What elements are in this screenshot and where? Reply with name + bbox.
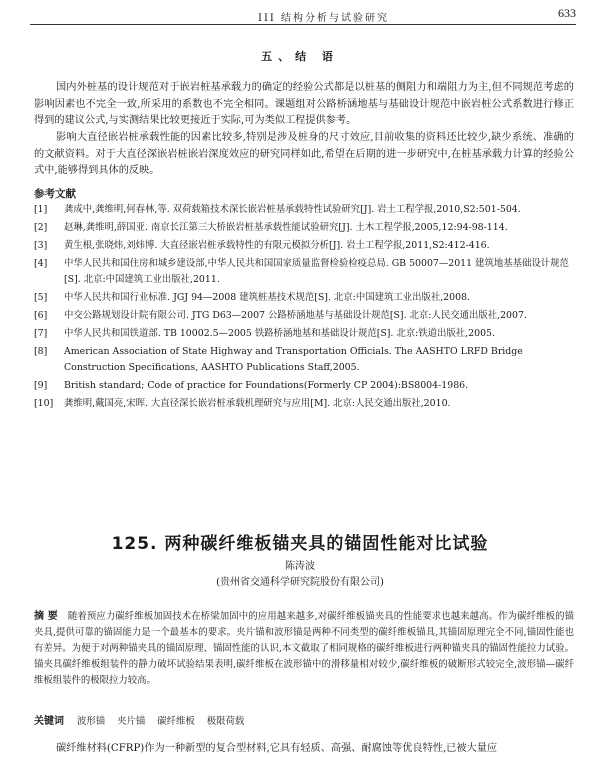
reference-number: [4] xyxy=(34,258,48,270)
reference-item xyxy=(34,238,574,254)
reference-number: [5] xyxy=(34,292,48,304)
running-header xyxy=(30,6,576,25)
reference-text: 中华人民共和国住房和城乡建设部,中华人民共和国国家质量监督检验检疫总局. GB 50007—2011 建筑地基基础设计规范[S]. 北京:中国建筑工业出版社,2011. xyxy=(64,258,569,286)
article-author: 陈涛波 xyxy=(285,561,315,572)
reference-text: 中交公路规划设计院有限公司. JTG D63—2007 公路桥涵地基与基础设计规范[S]. 北京:人民交通出版社,2007. xyxy=(64,310,527,322)
keyword: 极限荷载 xyxy=(206,716,245,727)
article-body-text: 碳纤维材料(CFRP)作为一种新型的复合型材料,它具有轻质、高强、耐腐蚀等优良特性,已被大量应 xyxy=(56,743,498,755)
running-header-section: III 结构分析与试验研究 xyxy=(258,13,390,24)
reference-number: [1] xyxy=(34,204,48,215)
reference-number: [9] xyxy=(34,380,48,392)
reference-number: [3] xyxy=(34,240,48,252)
reference-text: 赵琳,龚维明,薛国亚. 南京长江第三大桥嵌岩桩基承载性能试验研究[J]. 土木工程学报,2005,12:94-98-114. xyxy=(64,222,508,234)
keywords xyxy=(34,712,574,727)
reference-text: British standard; Code of practice for Foundations(Formerly CP 2004):BS8004-1986. xyxy=(64,380,469,392)
reference-list xyxy=(34,202,574,415)
reference-text: 黄生根,张晓炜,刘炜博. 大直径嵌岩桩承载特性的有限元模拟分析[J]. 岩土工程学报,2011,S2:412-416. xyxy=(64,240,490,252)
reference-text: American Association of State Highway and Transportation Officials. The AASHTO LRFD Bridge Construction Specifications, AASHTO Publications Staff,2005. xyxy=(64,346,523,374)
reference-number: [10] xyxy=(34,398,54,410)
abstract xyxy=(34,609,574,688)
reference-item xyxy=(34,344,574,376)
reference-item xyxy=(34,290,574,306)
abstract-text: 随着预应力碳纤维板加固技术在桥梁加固中的应用越来越多,对碳纤维板锚夹具的性能要求也越来越高。作为碳纤维板的锚夹具,提供可靠的锚固能力是一个最基本的要求。夹片锚和波形锚是两种不同类型的碳纤维板锚具,其锚固原理完全不同,锚固性能也有差异。为便于对两种锚夹具的锚固原理、锚固性能的认识,本文截取了相同规格的碳纤维板进行两种锚夹具的锚固性能拉力试验。锚夹具碳纤维板组装件的静力破坏试验结果表明,碳纤维板在波形锚中的滑移量相对较少,碳纤维板的破断形式较完全,波形锚—碳纤维板组装件的极限拉力较高。 xyxy=(34,611,574,686)
keyword: 夹片锚 xyxy=(117,716,146,727)
article-title: 125. 两种碳纤维板锚夹具的锚固性能对比试验 xyxy=(111,534,489,555)
reference-item xyxy=(34,202,574,218)
reference-item xyxy=(34,220,574,236)
reference-number: [8] xyxy=(34,346,48,358)
reference-number: [7] xyxy=(34,328,48,340)
page-number: 633 xyxy=(558,6,576,20)
reference-text: 龚成中,龚维明,何春林,等. 双荷载箱技术深长嵌岩桩基承载特性试验研究[J]. 岩土工程学报,2010,S2:501-504. xyxy=(64,204,521,215)
abstract-label: 摘 要 xyxy=(34,611,58,623)
reference-item xyxy=(34,308,574,324)
keyword: 碳纤维板 xyxy=(157,716,195,727)
keywords-label: 关键词 xyxy=(34,716,64,727)
reference-number: [6] xyxy=(34,310,48,322)
conclusion-paragraph: 国内外桩基的设计规范对于嵌岩桩基承载力的确定的经验公式都是以桩基的侧阻力和端阻力为主,但不同规范考虑的影响因素也不完全一致,所采用的系数也不完全相同。课题组对公路桥涵地基与基础设计规范中嵌岩桩公式系数进行修正得到的建议公式,与实测结果比较更接近于实际,可为类似工程提供参考。 xyxy=(34,82,574,127)
article-affiliation: (贵州省交通科学研究院股份有限公司) xyxy=(216,577,384,588)
references-heading: 参考文献 xyxy=(34,188,76,200)
conclusion-heading: 五、结 语 xyxy=(261,50,339,63)
reference-item xyxy=(34,378,574,394)
reference-item xyxy=(34,396,574,412)
reference-item xyxy=(34,326,574,342)
reference-text: 中华人民共和国铁道部. TB 10002.5—2005 铁路桥涵地基和基础设计规范[S]. 北京:铁道出版社,2005. xyxy=(64,328,495,340)
reference-text: 中华人民共和国行业标准. JGJ 94—2008 建筑桩基技术规范[S]. 北京:中国建筑工业出版社,2008. xyxy=(64,292,471,304)
reference-number: [2] xyxy=(34,222,48,234)
keyword: 波形锚 xyxy=(76,716,106,727)
reference-text: 龚维明,戴国亮,宋晖. 大直径深长嵌岩桩承载机理研究与应用[M]. 北京:人民交通出版社,2010. xyxy=(64,398,451,410)
conclusion-paragraph: 影响大直径嵌岩桩承载性能的因素比较多,特别是涉及桩身的尺寸效应,目前收集的资料还比较少,缺少系统、准确的的文献资料。对于大直径深嵌岩桩嵌岩深度效应的研究同样如此,希望在后期的进一步研究中,在桩基承载力计算的经验公式中,能够得到具体的反映。 xyxy=(34,132,574,177)
reference-item xyxy=(34,256,574,288)
